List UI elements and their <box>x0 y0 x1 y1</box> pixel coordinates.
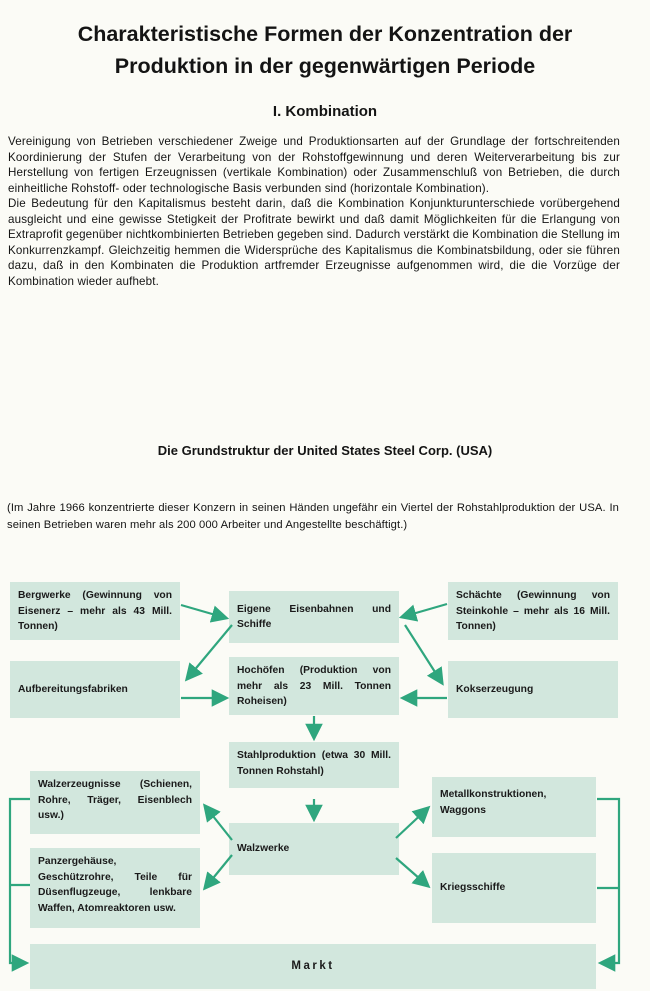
box-hochoefen: Hochöfen (Produktion von mehr als 23 Mill. Tonnen Roheisen) <box>229 657 399 715</box>
box-walzerzeugnisse: Walzerzeugnisse (Schienen, Rohre, Träger, Eisenblech usw.) <box>30 771 200 834</box>
box-schaechte: Schächte (Gewinnung von Steinkohle – mehr als 16 Mill. Tonnen) <box>448 582 618 640</box>
box-panzergehaeuse: Panzergehäuse, Geschützrohre, Teile für Düsenflugzeuge, lenkbare Waffen, Atomreaktoren usw. <box>30 848 200 928</box>
box-stahlproduktion: Stahlproduktion (etwa 30 Mill. Tonnen Rohstahl) <box>229 742 399 788</box>
arrow-walzwerke-to-panzer <box>205 855 232 888</box>
page-title-line-2: Produktion in der gegenwärtigen Periode <box>114 54 536 78</box>
arrow-walzwerke-to-walzerzeugnisse <box>205 806 232 840</box>
paragraph-significance: Die Bedeutung für den Kapitalismus besteht darin, daß die Kombination Konjunkturunterschiede vorübergehend ausgleicht und eine gewisse Stetigkeit der Profitrate bewirkt und daß damit Möglichkeiten für die Erlangung von Extraprofit gegenüber nichtkombinierten Betrieben gegeben sind. Dadurch verstärkt die Kombination die Stellung im Konkurrenzkampf. Gleichzeitig hemmen die Widersprüche des Kapitalismus die Kombinatsbildung, oder sie führen dazu, daß in den Kombinaten die Produktion artfremder Erzeugnisse aufgenommen wird, die die Vorzüge der Kombination wieder aufhebt. <box>8 197 620 288</box>
arrow-eisenbahnen-to-aufbereitung <box>187 625 232 679</box>
arrow-left-bracket-to-markt <box>10 799 30 963</box>
box-bergwerke: Bergwerke (Gewinnung von Eisenerz – mehr als 43 Mill. Tonnen) <box>10 582 180 640</box>
arrow-walzwerke-to-metall <box>396 808 428 838</box>
box-aufbereitungsfabriken-label: Aufbereitungsfabriken <box>18 683 128 695</box>
arrow-eisenbahnen-to-koks <box>405 625 442 683</box>
box-markt-label: Markt <box>291 959 335 972</box>
arrow-right-bracket-to-markt <box>597 799 619 963</box>
paragraph-definition: Vereinigung von Betrieben verschiedener Zweige und Produktionsarten auf der Grundlage der fortschreitenden Koordinierung der Stufen der Verarbeitung von der Rohstoffgewinnung und deren Weiterverarbeitung bis zur Herstellung von fertigen Erzeugnissen (vertikale Kombination) oder Zusammenschluß von Betrieben, die durch einheitliche Rohstoff- oder technologische Basis verbunden sind (horizontale Kombination). <box>8 135 620 195</box>
diagram-note: (Im Jahre 1966 konzentrierte dieser Konzern in seinen Händen ungefähr ein Viertel der Rohstahlproduktion der USA. In seinen Betrieben waren mehr als 200 000 Arbeiter und Angestellte beschäftigt.) <box>7 502 619 531</box>
page-title-line-1: Charakteristische Formen der Konzentration der <box>77 22 573 46</box>
diagram-heading: Die Grundstruktur der United States Steel Corp. (USA) <box>157 443 493 458</box>
section-subtitle: I. Kombination <box>272 103 378 120</box>
box-walzwerke-label: Walzwerke <box>237 843 290 855</box>
arrow-walzwerke-to-kriegsschiffe <box>396 858 428 886</box>
box-kokserzeugung-label: Kokserzeugung <box>456 683 534 695</box>
box-eigene-eisenbahnen-label: Eigene Eisenbahnen und Schiffe <box>237 603 391 630</box>
box-kriegsschiffe-label: Kriegsschiffe <box>440 882 506 894</box>
arrow-schaechte-to-eisenbahnen <box>402 604 447 617</box>
box-metallkonstruktionen: Metallkonstruktionen, Waggons <box>432 777 596 837</box>
arrow-bergwerke-to-eisenbahnen <box>181 605 226 618</box>
